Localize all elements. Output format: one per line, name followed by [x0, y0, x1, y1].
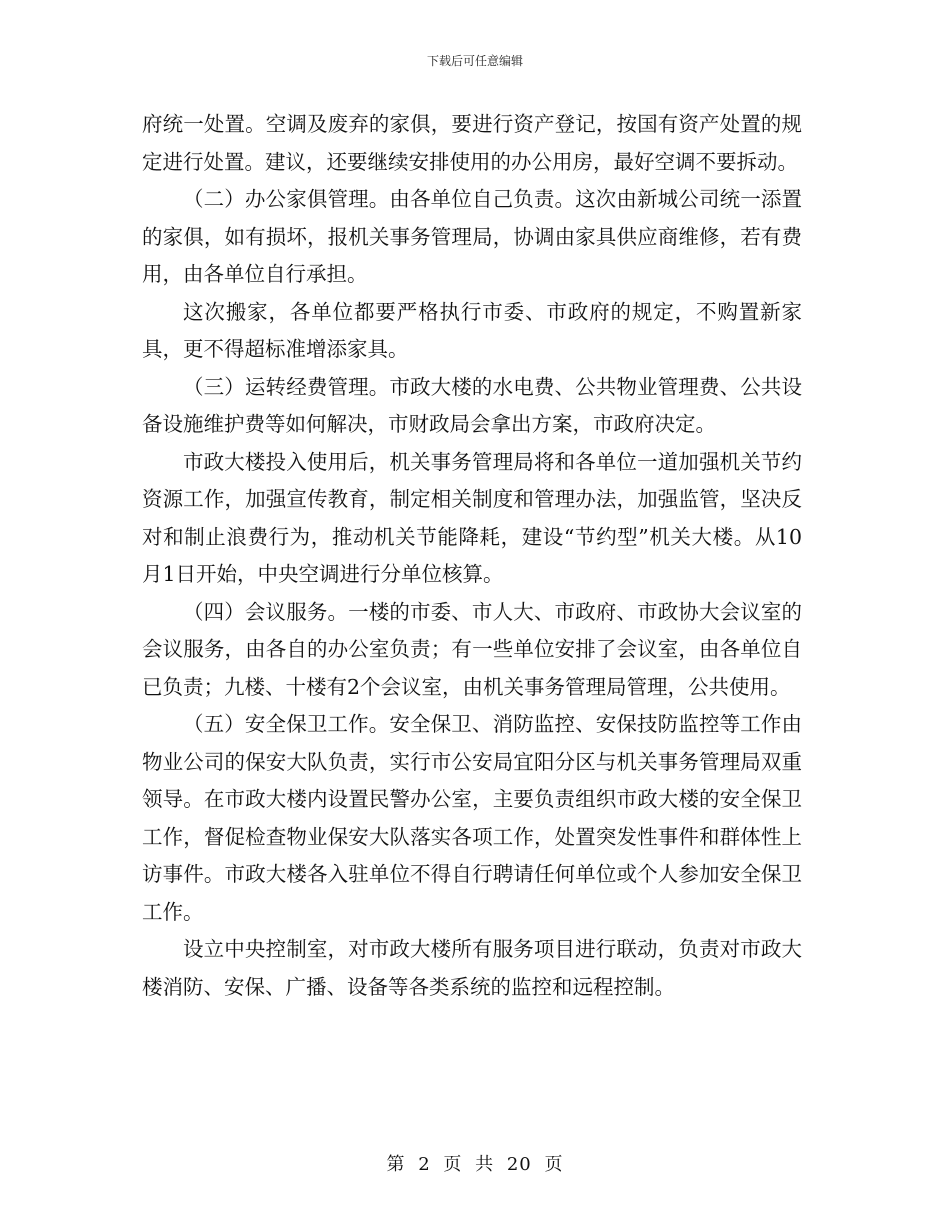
paragraph-operating-funds: （三）运转经费管理。市政大楼的水电费、公共物业管理费、公共设备设施维护费等如何解决，市财政局会拿出方案，市政府决定。	[142, 374, 802, 436]
paragraph-meeting-service: （四）会议服务。一楼的市委、市人大、市政府、市政协大会议室的会议服务，由各自的办公室负责；有一些单位安排了会议室，由各单位自已负责；九楼、十楼有2个会议室，由机关事务管理局管理，公共使用。	[142, 599, 802, 699]
page-header: 下载后可任意编辑	[426, 54, 523, 68]
paragraph-furniture-management: （二）办公家俱管理。由各单位自己负责。这次由新城公司统一添置的家俱，如有损坏，报机关事务管理局，协调由家具供应商维修，若有费用，由各单位自行承担。	[142, 187, 802, 286]
paragraph-disposal-continued: 府统一处置。空调及废弃的家俱，要进行资产登记，按国有资产处置的规定进行处置。建议，还要继续安排使用的办公用房，最好空调不要拆动。	[142, 112, 802, 174]
paragraph-moving-rules: 这次搬家，各单位都要严格执行市委、市政府的规定，不购置新家具，更不得超标准增添家具。	[142, 299, 802, 361]
paragraph-resource-saving: 市政大楼投入使用后，机关事务管理局将和各单位一道加强机关节约资源工作，加强宣传教育，制定相关制度和管理办法，加强监管，坚决反对和制止浪费行为，推动机关节能降耗，建设“节约型”机关大楼。从10月1日开始，中央空调进行分单位核算。	[142, 449, 802, 586]
paragraph-security: （五）安全保卫工作。安全保卫、消防监控、安保技防监控等工作由物业公司的保安大队负责，实行市公安局宜阳分区与机关事务管理局双重领导。在市政大楼内设置民警办公室，主要负责组织市政大楼的安全保卫工作，督促检查物业保安大队落实各项工作，处置突发性事件和群体性上访事件。市政大楼各入驻单位不得自行聘请任何单位或个人参加安全保卫工作。	[142, 712, 802, 924]
document-body	[142, 106, 802, 1006]
paragraph-central-control: 设立中央控制室，对市政大楼所有服务项目进行联动，负责对市政大楼消防、安保、广播、设备等各类系统的监控和远程控制。	[142, 937, 802, 999]
page-number: 第 2 页 共 20 页	[386, 1154, 564, 1175]
